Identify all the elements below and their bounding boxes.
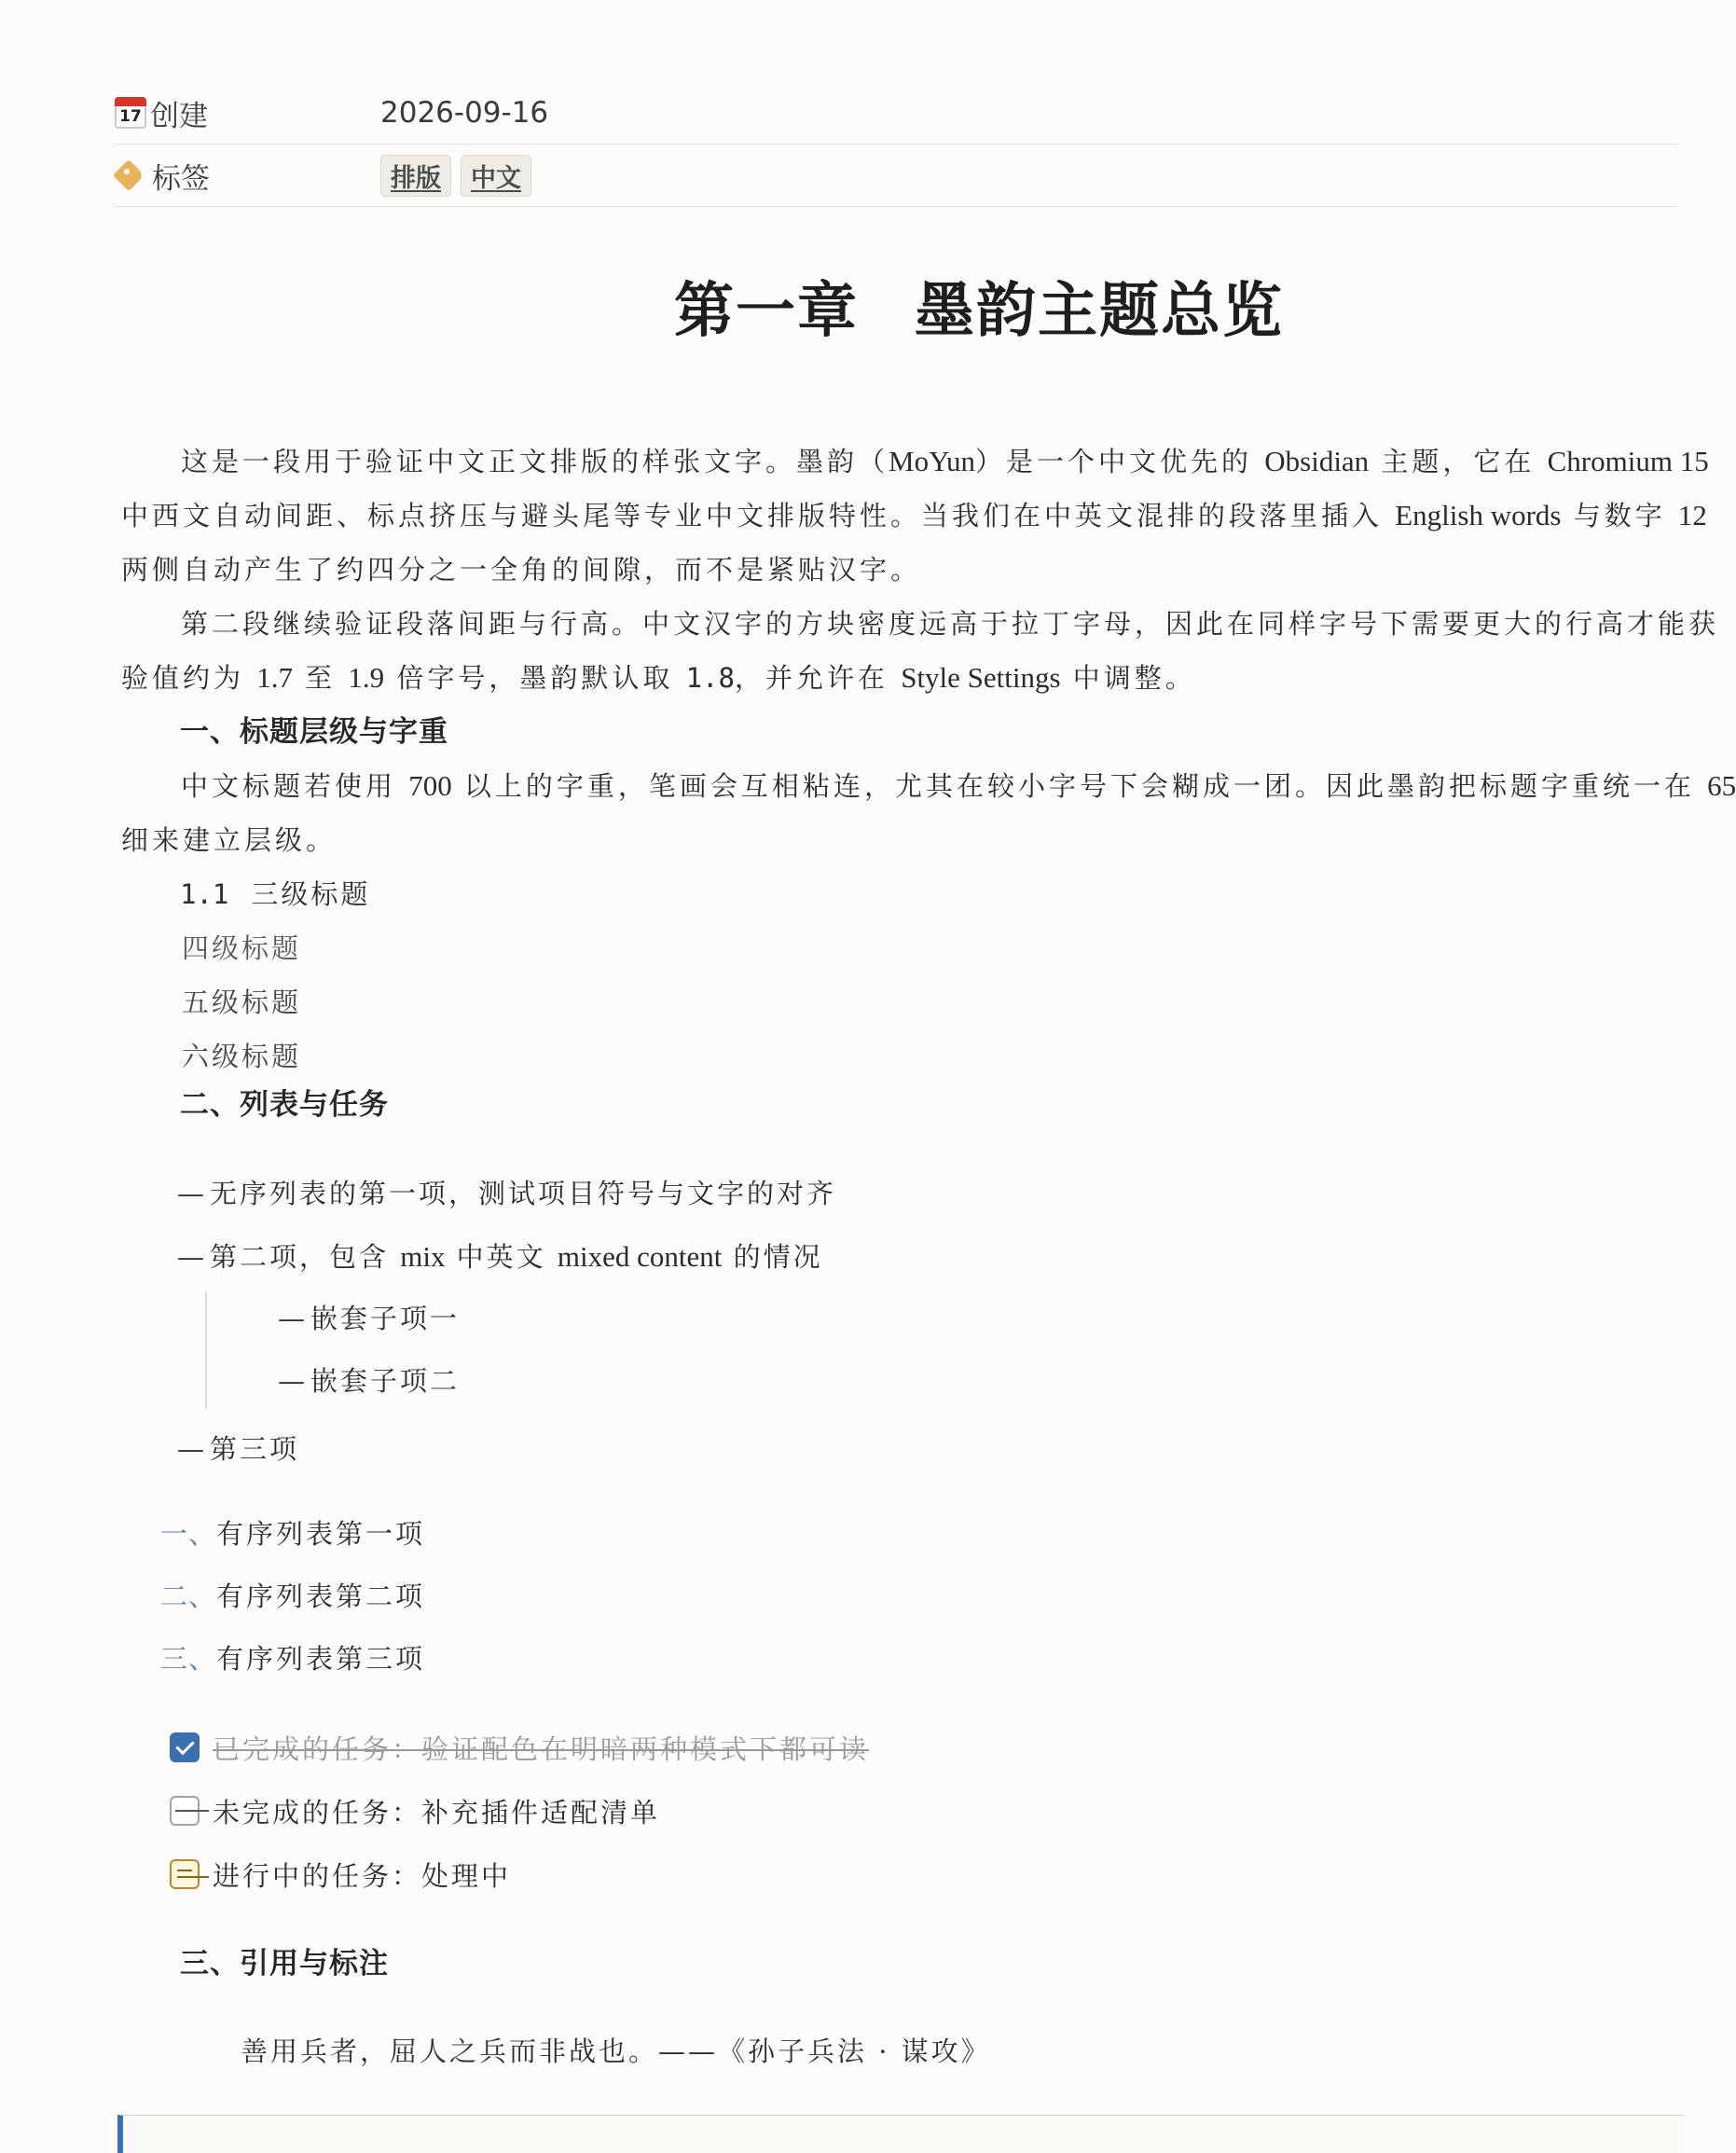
heading-5: 五级标题	[182, 987, 302, 1018]
heading-2-quotes: 三、引用与标注	[180, 1947, 389, 1980]
blockquote: 善用兵者，屈人之兵而非战也。——《孙子兵法 · 谋攻》	[241, 2036, 991, 2067]
list-item-nested: — 嵌套子项二	[278, 1365, 461, 1397]
ordered-list	[160, 1503, 425, 1691]
heading-2-hierarchy: 一、标题层级与字重	[180, 715, 448, 749]
paragraph-2: 第二段继续验证段落间距与行高。中文汉字的方块密度远高于拉丁字母，因此在同样字号下需要更大的行高才能获 验值约为 1.7 至 1.9 倍字号，墨韵默认取 1.8，并允许在 Style Settings 中调整。	[121, 608, 1720, 694]
title-text: 墨韵主题总览	[915, 276, 1284, 346]
properties-panel	[115, 82, 1678, 207]
heading-4: 四级标题	[182, 932, 302, 964]
tag-pill[interactable]: 排版	[380, 155, 451, 197]
task-item-in-progress	[170, 1842, 869, 1906]
indent-guide	[205, 1291, 207, 1409]
heading-3: 1.1 三级标题	[180, 878, 371, 910]
heading-2-lists: 二、列表与任务	[180, 1088, 389, 1122]
nested-list	[278, 1288, 836, 1413]
list-item: — 无序列表的第一项，测试项目符号与文字的对齐	[177, 1178, 837, 1209]
calendar-icon-number: 17	[119, 107, 142, 126]
property-created[interactable]	[115, 82, 1678, 145]
tag-icon	[115, 159, 148, 192]
ordered-list-item: 一、有序列表第一项	[160, 1518, 426, 1550]
ordered-list-item: 二、有序列表第二项	[160, 1580, 426, 1612]
calendar-icon	[115, 97, 146, 129]
task-item-done	[170, 1716, 869, 1779]
task-item-todo	[170, 1779, 869, 1842]
unordered-list	[177, 1163, 836, 1481]
tag-pill[interactable]: 中文	[461, 155, 531, 197]
note-body	[121, 435, 1736, 1132]
checkbox-in-progress-icon[interactable]	[170, 1859, 200, 1889]
property-value-created[interactable]: 2026-09-16	[380, 96, 549, 130]
property-tags[interactable]	[115, 145, 1678, 207]
property-value-tags	[380, 155, 541, 197]
property-label-created: 创建	[150, 99, 208, 133]
paragraph-3: 中文标题若使用 700 以上的字重，笔画会互相粘连，尤其在较小字号下会糊成一团。因此墨韵把标题字重统一在 65 细来建立层级。	[121, 769, 1736, 856]
task-list	[170, 1716, 869, 1906]
property-label-tags: 标签	[152, 161, 210, 196]
callout-block	[117, 2115, 1684, 2153]
task-text: 未完成的任务：补充插件适配清单	[213, 1796, 661, 1829]
heading-6: 六级标题	[182, 1041, 302, 1072]
checkbox-checked-icon[interactable]	[170, 1732, 200, 1762]
page-title	[121, 263, 1678, 349]
title-chapter: 第一章	[674, 276, 859, 346]
list-item-nested: — 嵌套子项一	[278, 1303, 461, 1334]
task-text: 已完成的任务：验证配色在明暗两种模式下都可读	[213, 1732, 870, 1765]
list-item: — 第三项	[177, 1433, 300, 1465]
property-key-created	[115, 92, 380, 134]
list-item: — 第二项，包含 mix 中英文 mixed content 的情况	[177, 1240, 823, 1273]
task-text: 进行中的任务：处理中	[213, 1859, 512, 1892]
ordered-list-item: 三、有序列表第三项	[160, 1643, 426, 1675]
paragraph-1: 这是一段用于验证中文正文排版的样张文字。墨韵（MoYun）是一个中文优先的 Obsidian 主题，它在 Chromium 15 中西文自动间距、标点挤压与避头尾等专业中文排版特性。当我们在中英文混排的段落里插入 English words 与数字 12 两侧自动产生了约四分之一全角的间隙，而不是紧贴汉字。	[121, 445, 1709, 586]
checkbox-unchecked-icon[interactable]	[170, 1796, 200, 1826]
property-key-tags	[115, 155, 380, 197]
